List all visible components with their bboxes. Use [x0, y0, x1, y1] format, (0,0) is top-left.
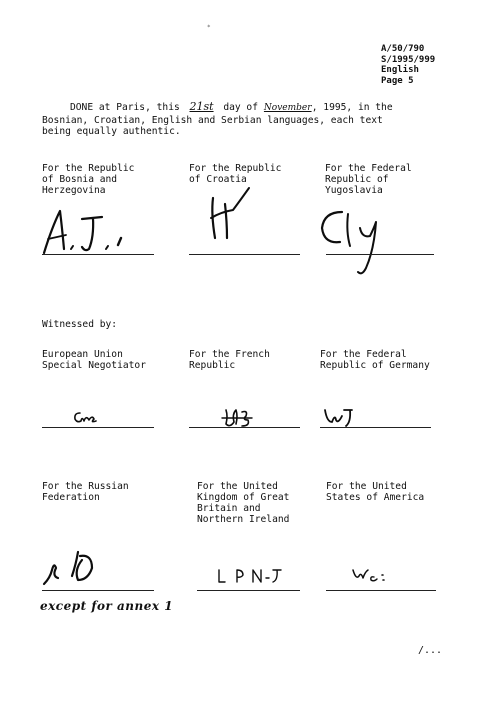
doc-page-number: Page 5	[381, 75, 414, 86]
handwritten-month: November	[263, 103, 312, 113]
opening-text-2: day of	[223, 102, 258, 113]
label-eu-negotiator: European Union Special Negotiator	[42, 349, 146, 371]
signature-line-germany	[320, 427, 431, 428]
signature-bosnia	[38, 205, 138, 260]
signature-line-russia	[42, 590, 154, 591]
signature-croatia	[205, 180, 275, 250]
signature-line-yugoslavia	[326, 254, 434, 255]
label-yugoslavia: For the Federal Republic of Yugoslavia	[325, 163, 412, 196]
signature-russia	[40, 548, 130, 593]
label-russia: For the Russian Federation	[42, 481, 129, 503]
scan-mark: *	[207, 24, 211, 31]
label-france: For the French Republic	[189, 349, 270, 371]
handwritten-day: 21st	[189, 100, 214, 113]
signature-line-eu	[42, 427, 154, 428]
signature-line-france	[189, 427, 300, 428]
opening-line-2: Bosnian, Croatian, English and Serbian languages, each text	[42, 114, 383, 126]
signature-line-united-kingdom	[197, 590, 300, 591]
signature-united-states	[350, 566, 400, 588]
label-croatia: For the Republic of Croatia	[189, 163, 282, 185]
continuation-marker: /...	[418, 645, 443, 656]
witnessed-by-heading: Witnessed by:	[42, 319, 118, 330]
opening-text-3: , 1995, in the	[311, 102, 393, 113]
signature-united-kingdom	[215, 566, 295, 592]
signature-line-croatia	[189, 254, 300, 255]
handwritten-annotation: except for annex 1	[40, 599, 174, 613]
signature-line-bosnia	[42, 254, 154, 255]
label-germany: For the Federal Republic of Germany	[320, 349, 430, 371]
opening-text-1: DONE at Paris, this	[70, 102, 180, 113]
signature-line-united-states	[326, 590, 436, 591]
doc-symbol-1: A/50/790	[381, 44, 425, 54]
label-united-kingdom: For the United Kingdom of Great Britain and Northern Ireland	[197, 481, 290, 525]
label-united-states: For the United States of America	[326, 481, 425, 503]
doc-language: English	[381, 65, 419, 75]
signature-germany	[322, 404, 362, 434]
doc-symbol-2: S/1995/999	[381, 54, 436, 65]
signature-yugoslavia	[316, 206, 426, 286]
document-reference	[381, 44, 435, 86]
opening-line-3: being equally authentic.	[42, 126, 181, 137]
label-bosnia-herzegovina: For the Republic of Bosnia and Herzegovina	[42, 163, 135, 196]
opening-paragraph	[42, 101, 442, 138]
